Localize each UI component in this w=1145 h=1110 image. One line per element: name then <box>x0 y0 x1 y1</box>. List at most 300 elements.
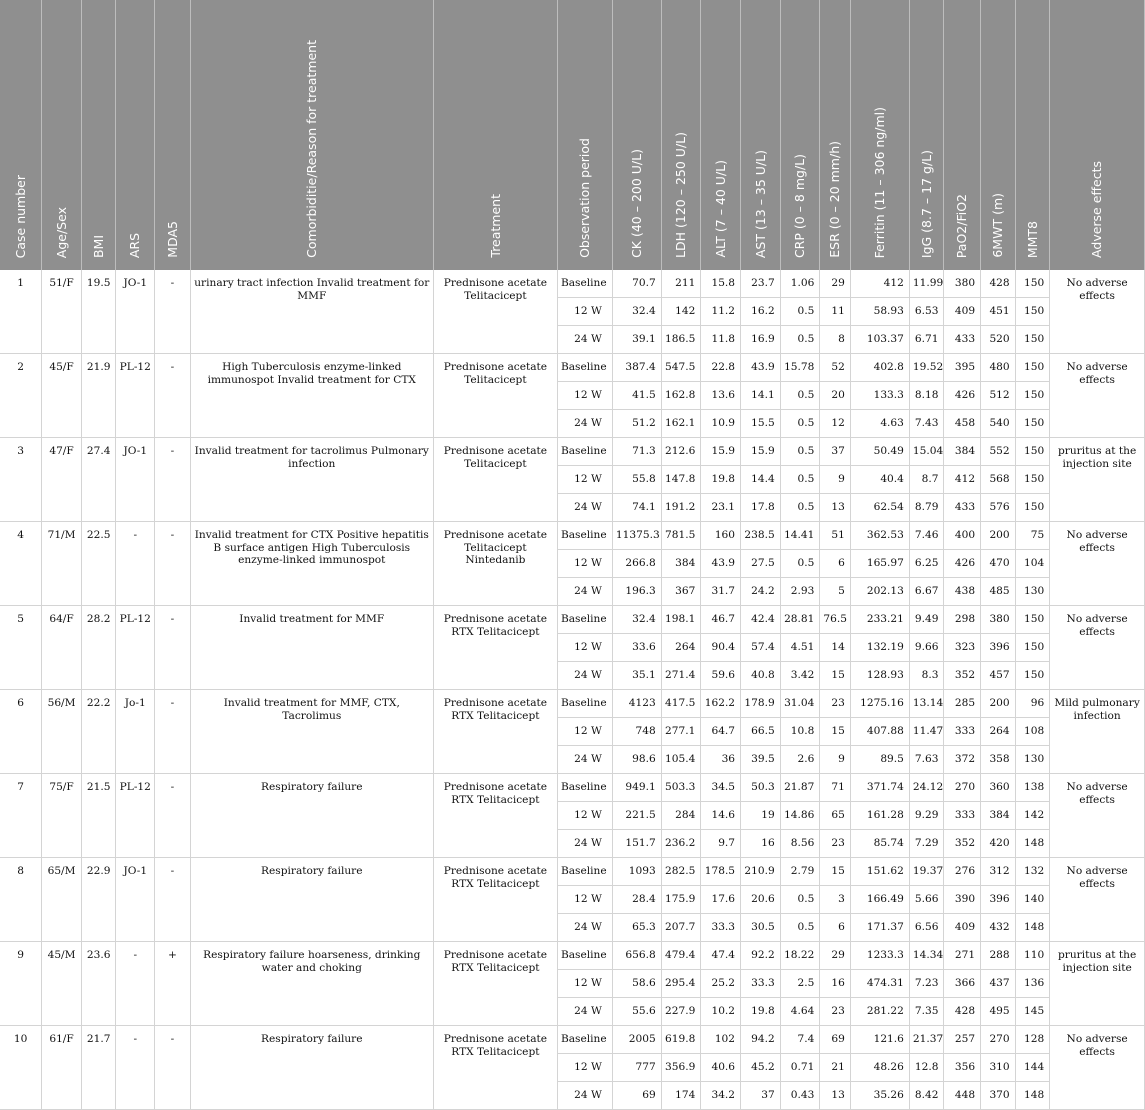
lab-value-cell: 15 <box>820 718 851 746</box>
bmi-cell: 22.9 <box>81 858 116 942</box>
lab-value-cell: 8.3 <box>909 662 944 690</box>
observation-period-cell: 24 W <box>557 914 612 942</box>
lab-value-cell: 448 <box>944 1082 981 1110</box>
header-row <box>0 0 1145 270</box>
column-header <box>116 0 155 270</box>
column-header-label: ESR (0 – 20 mm/h) <box>827 141 843 258</box>
lab-value-cell: 5 <box>820 578 851 606</box>
column-header-label: Comorbiditie/Reason for treatment <box>303 40 319 258</box>
bmi-cell: 19.5 <box>81 270 116 354</box>
lab-value-cell: 35.1 <box>612 662 661 690</box>
lab-value-cell: 15 <box>820 858 851 886</box>
lab-value-cell: 6.67 <box>909 578 944 606</box>
lab-value-cell: 148 <box>1015 830 1050 858</box>
lab-value-cell: 52 <box>820 354 851 382</box>
lab-value-cell: 40.4 <box>850 466 909 494</box>
lab-value-cell: 547.5 <box>661 354 701 382</box>
lab-value-cell: 238.5 <box>741 522 781 550</box>
observation-period-cell: Baseline <box>557 942 612 970</box>
lab-value-cell: 162.2 <box>701 690 741 718</box>
lab-value-cell: 323 <box>944 634 981 662</box>
lab-value-cell: 65 <box>820 802 851 830</box>
lab-value-cell: 16 <box>741 830 781 858</box>
lab-value-cell: 0.5 <box>780 298 820 326</box>
lab-value-cell: 21 <box>820 1054 851 1082</box>
lab-value-cell: 949.1 <box>612 774 661 802</box>
observation-period-cell: 24 W <box>557 326 612 354</box>
lab-value-cell: 400 <box>944 522 981 550</box>
lab-value-cell: 9 <box>820 746 851 774</box>
lab-value-cell: 15.04 <box>909 438 944 466</box>
column-header <box>155 0 191 270</box>
lab-value-cell: 2.93 <box>780 578 820 606</box>
lab-value-cell: 29 <box>820 270 851 298</box>
lab-value-cell: 540 <box>981 410 1016 438</box>
treatment-cell: Prednisone acetate RTX Telitacicept <box>433 774 557 858</box>
lab-value-cell: 412 <box>850 270 909 298</box>
lab-value-cell: 23.1 <box>701 494 741 522</box>
lab-value-cell: 371.74 <box>850 774 909 802</box>
lab-value-cell: 34.5 <box>701 774 741 802</box>
lab-value-cell: 150 <box>1015 606 1050 634</box>
lab-value-cell: 281.22 <box>850 998 909 1026</box>
lab-value-cell: 28.4 <box>612 886 661 914</box>
age-sex-cell: 64/F <box>42 606 82 690</box>
lab-value-cell: 428 <box>944 998 981 1026</box>
bmi-cell: 23.6 <box>81 942 116 1026</box>
lab-value-cell: 458 <box>944 410 981 438</box>
observation-period-cell: 12 W <box>557 382 612 410</box>
lab-value-cell: 20.6 <box>741 886 781 914</box>
lab-value-cell: 150 <box>1015 466 1050 494</box>
column-header <box>190 0 433 270</box>
lab-value-cell: 298 <box>944 606 981 634</box>
observation-period-cell: 24 W <box>557 830 612 858</box>
lab-value-cell: 4.64 <box>780 998 820 1026</box>
lab-value-cell: 65.3 <box>612 914 661 942</box>
lab-value-cell: 8.56 <box>780 830 820 858</box>
observation-period-cell: 24 W <box>557 410 612 438</box>
lab-value-cell: 39.1 <box>612 326 661 354</box>
lab-value-cell: 11.8 <box>701 326 741 354</box>
column-header <box>820 0 851 270</box>
lab-value-cell: 130 <box>1015 578 1050 606</box>
lab-value-cell: 151.7 <box>612 830 661 858</box>
lab-value-cell: 148 <box>1015 1082 1050 1110</box>
lab-value-cell: 178.9 <box>741 690 781 718</box>
lab-value-cell: 6.53 <box>909 298 944 326</box>
lab-value-cell: 480 <box>981 354 1016 382</box>
lab-value-cell: 9.7 <box>701 830 741 858</box>
lab-value-cell: 426 <box>944 382 981 410</box>
lab-value-cell: 433 <box>944 494 981 522</box>
lab-value-cell: 11 <box>820 298 851 326</box>
lab-value-cell: 0.5 <box>780 326 820 354</box>
lab-value-cell: 23 <box>820 830 851 858</box>
table-row <box>0 774 1145 802</box>
table-row <box>0 354 1145 382</box>
lab-value-cell: 133.3 <box>850 382 909 410</box>
lab-value-cell: 29 <box>820 942 851 970</box>
age-sex-cell: 65/M <box>42 858 82 942</box>
lab-value-cell: 485 <box>981 578 1016 606</box>
table-row <box>0 690 1145 718</box>
lab-value-cell: 186.5 <box>661 326 701 354</box>
lab-value-cell: 33.6 <box>612 634 661 662</box>
adverse-effects-cell: No adverse effects <box>1050 1026 1145 1110</box>
lab-value-cell: 150 <box>1015 634 1050 662</box>
lab-value-cell: 0.5 <box>780 494 820 522</box>
case-number-cell: 6 <box>0 690 42 774</box>
adverse-effects-cell: pruritus at the injection site <box>1050 942 1145 1026</box>
adverse-effects-cell: No adverse effects <box>1050 522 1145 606</box>
comorbidity-reason-cell: Respiratory failure <box>190 1026 433 1110</box>
table-row <box>0 1026 1145 1054</box>
lab-value-cell: 147.8 <box>661 466 701 494</box>
lab-value-cell: 45.2 <box>741 1054 781 1082</box>
lab-value-cell: 15.5 <box>741 410 781 438</box>
lab-value-cell: 23 <box>820 998 851 1026</box>
column-header-label: BMI <box>90 234 106 258</box>
lab-value-cell: 270 <box>981 1026 1016 1054</box>
lab-value-cell: 11.47 <box>909 718 944 746</box>
comorbidity-reason-cell: Invalid treatment for MMF, CTX, Tacrolimus <box>190 690 433 774</box>
lab-value-cell: 71 <box>820 774 851 802</box>
lab-value-cell: 28.81 <box>780 606 820 634</box>
lab-value-cell: 1233.3 <box>850 942 909 970</box>
case-number-cell: 3 <box>0 438 42 522</box>
age-sex-cell: 56/M <box>42 690 82 774</box>
observation-period-cell: 12 W <box>557 466 612 494</box>
table-row <box>0 606 1145 634</box>
case-number-cell: 8 <box>0 858 42 942</box>
column-header-label: CRP (0 – 8 mg/L) <box>792 153 808 258</box>
lab-value-cell: 781.5 <box>661 522 701 550</box>
table-row <box>0 438 1145 466</box>
observation-period-cell: 24 W <box>557 578 612 606</box>
lab-value-cell: 14.6 <box>701 802 741 830</box>
observation-period-cell: 12 W <box>557 550 612 578</box>
lab-value-cell: 17.6 <box>701 886 741 914</box>
lab-value-cell: 8.7 <box>909 466 944 494</box>
lab-value-cell: 396 <box>981 634 1016 662</box>
lab-value-cell: 10.8 <box>780 718 820 746</box>
lab-value-cell: 96 <box>1015 690 1050 718</box>
lab-value-cell: 11.99 <box>909 270 944 298</box>
lab-value-cell: 358 <box>981 746 1016 774</box>
lab-value-cell: 14.41 <box>780 522 820 550</box>
lab-value-cell: 178.5 <box>701 858 741 886</box>
lab-value-cell: 503.3 <box>661 774 701 802</box>
lab-value-cell: 0.5 <box>780 438 820 466</box>
lab-value-cell: 59.6 <box>701 662 741 690</box>
lab-value-cell: 257 <box>944 1026 981 1054</box>
lab-value-cell: 7.29 <box>909 830 944 858</box>
lab-value-cell: 12 <box>820 410 851 438</box>
mda5-cell: - <box>155 774 191 858</box>
lab-value-cell: 8 <box>820 326 851 354</box>
lab-value-cell: 367 <box>661 578 701 606</box>
lab-value-cell: 457 <box>981 662 1016 690</box>
lab-value-cell: 200 <box>981 522 1016 550</box>
column-header-label: CK (40 – 200 U/L) <box>628 149 644 258</box>
lab-value-cell: 39.5 <box>741 746 781 774</box>
lab-value-cell: 9.29 <box>909 802 944 830</box>
column-header-label: MDA5 <box>164 221 180 258</box>
lab-value-cell: 145 <box>1015 998 1050 1026</box>
lab-value-cell: 69 <box>820 1026 851 1054</box>
ars-cell: PL-12 <box>116 774 155 858</box>
table-header <box>0 0 1145 270</box>
lab-value-cell: 24.2 <box>741 578 781 606</box>
lab-value-cell: 1275.16 <box>850 690 909 718</box>
lab-value-cell: 46.7 <box>701 606 741 634</box>
lab-value-cell: 0.5 <box>780 410 820 438</box>
column-header-label: PaO2/FiO2 <box>954 193 970 258</box>
lab-value-cell: 55.8 <box>612 466 661 494</box>
lab-value-cell: 14.1 <box>741 382 781 410</box>
observation-period-cell: Baseline <box>557 690 612 718</box>
lab-value-cell: 656.8 <box>612 942 661 970</box>
ars-cell: - <box>116 522 155 606</box>
observation-period-cell: 24 W <box>557 662 612 690</box>
lab-value-cell: 144 <box>1015 1054 1050 1082</box>
lab-value-cell: 495 <box>981 998 1016 1026</box>
column-header <box>661 0 701 270</box>
lab-value-cell: 191.2 <box>661 494 701 522</box>
lab-value-cell: 103.37 <box>850 326 909 354</box>
lab-value-cell: 70.7 <box>612 270 661 298</box>
lab-value-cell: 40.6 <box>701 1054 741 1082</box>
lab-value-cell: 0.71 <box>780 1054 820 1082</box>
lab-value-cell: 407.88 <box>850 718 909 746</box>
mda5-cell: - <box>155 606 191 690</box>
age-sex-cell: 45/M <box>42 942 82 1026</box>
observation-period-cell: 24 W <box>557 998 612 1026</box>
observation-period-cell: 12 W <box>557 886 612 914</box>
observation-period-cell: 24 W <box>557 746 612 774</box>
comorbidity-reason-cell: Respiratory failure <box>190 774 433 858</box>
lab-value-cell: 8.79 <box>909 494 944 522</box>
bmi-cell: 22.2 <box>81 690 116 774</box>
lab-value-cell: 62.54 <box>850 494 909 522</box>
age-sex-cell: 71/M <box>42 522 82 606</box>
lab-value-cell: 370 <box>981 1082 1016 1110</box>
lab-value-cell: 0.5 <box>780 382 820 410</box>
lab-value-cell: 236.2 <box>661 830 701 858</box>
lab-value-cell: 512 <box>981 382 1016 410</box>
mda5-cell: - <box>155 354 191 438</box>
lab-value-cell: 20 <box>820 382 851 410</box>
lab-value-cell: 37 <box>820 438 851 466</box>
observation-period-cell: 12 W <box>557 298 612 326</box>
column-header-label: Adverse effects <box>1089 161 1105 258</box>
lab-value-cell: 0.5 <box>780 550 820 578</box>
lab-value-cell: 11.2 <box>701 298 741 326</box>
lab-value-cell: 171.37 <box>850 914 909 942</box>
lab-value-cell: 202.13 <box>850 578 909 606</box>
lab-value-cell: 33.3 <box>701 914 741 942</box>
bmi-cell: 21.9 <box>81 354 116 438</box>
case-number-cell: 5 <box>0 606 42 690</box>
lab-value-cell: 17.8 <box>741 494 781 522</box>
lab-value-cell: 409 <box>944 914 981 942</box>
lab-value-cell: 748 <box>612 718 661 746</box>
lab-value-cell: 175.9 <box>661 886 701 914</box>
lab-value-cell: 16.9 <box>741 326 781 354</box>
observation-period-cell: Baseline <box>557 270 612 298</box>
lab-value-cell: 552 <box>981 438 1016 466</box>
lab-value-cell: 75 <box>1015 522 1050 550</box>
column-header <box>909 0 944 270</box>
comorbidity-reason-cell: Invalid treatment for tacrolimus Pulmonary infection <box>190 438 433 522</box>
bmi-cell: 27.4 <box>81 438 116 522</box>
lab-value-cell: 13.6 <box>701 382 741 410</box>
lab-value-cell: 360 <box>981 774 1016 802</box>
treatment-cell: Prednisone acetate Telitacicept <box>433 438 557 522</box>
lab-value-cell: 417.5 <box>661 690 701 718</box>
lab-value-cell: 132.19 <box>850 634 909 662</box>
lab-value-cell: 384 <box>661 550 701 578</box>
lab-value-cell: 9.66 <box>909 634 944 662</box>
lab-value-cell: 13.14 <box>909 690 944 718</box>
lab-value-cell: 19.52 <box>909 354 944 382</box>
column-header-label: ALT (7 – 40 U/L) <box>712 160 728 258</box>
lab-value-cell: 437 <box>981 970 1016 998</box>
lab-value-cell: 196.3 <box>612 578 661 606</box>
age-sex-cell: 51/F <box>42 270 82 354</box>
lab-value-cell: 380 <box>981 606 1016 634</box>
bmi-cell: 22.5 <box>81 522 116 606</box>
lab-value-cell: 166.49 <box>850 886 909 914</box>
lab-value-cell: 19.8 <box>701 466 741 494</box>
lab-value-cell: 14.34 <box>909 942 944 970</box>
observation-period-cell: Baseline <box>557 774 612 802</box>
case-number-cell: 2 <box>0 354 42 438</box>
lab-value-cell: 210.9 <box>741 858 781 886</box>
lab-value-cell: 352 <box>944 662 981 690</box>
observation-period-cell: 12 W <box>557 634 612 662</box>
lab-value-cell: 7.4 <box>780 1026 820 1054</box>
lab-value-cell: 14.4 <box>741 466 781 494</box>
lab-value-cell: 432 <box>981 914 1016 942</box>
treatment-cell: Prednisone acetate RTX Telitacicept <box>433 1026 557 1110</box>
ars-cell: JO-1 <box>116 858 155 942</box>
lab-value-cell: 19.8 <box>741 998 781 1026</box>
case-number-cell: 1 <box>0 270 42 354</box>
column-header-label: Age/Sex <box>53 206 69 258</box>
lab-value-cell: 333 <box>944 802 981 830</box>
lab-value-cell: 110 <box>1015 942 1050 970</box>
lab-value-cell: 104 <box>1015 550 1050 578</box>
lab-value-cell: 16 <box>820 970 851 998</box>
lab-value-cell: 1093 <box>612 858 661 886</box>
lab-value-cell: 0.5 <box>780 914 820 942</box>
lab-value-cell: 271.4 <box>661 662 701 690</box>
lab-value-cell: 50.49 <box>850 438 909 466</box>
lab-value-cell: 64.7 <box>701 718 741 746</box>
column-header <box>701 0 741 270</box>
lab-value-cell: 128.93 <box>850 662 909 690</box>
lab-value-cell: 162.8 <box>661 382 701 410</box>
age-sex-cell: 45/F <box>42 354 82 438</box>
lab-value-cell: 19.37 <box>909 858 944 886</box>
lab-value-cell: 14.86 <box>780 802 820 830</box>
lab-value-cell: 264 <box>981 718 1016 746</box>
mda5-cell: - <box>155 438 191 522</box>
lab-value-cell: 162.1 <box>661 410 701 438</box>
lab-value-cell: 15.78 <box>780 354 820 382</box>
lab-value-cell: 8.18 <box>909 382 944 410</box>
lab-value-cell: 384 <box>944 438 981 466</box>
lab-value-cell: 31.7 <box>701 578 741 606</box>
ars-cell: - <box>116 1026 155 1110</box>
lab-value-cell: 132 <box>1015 858 1050 886</box>
lab-value-cell: 207.7 <box>661 914 701 942</box>
lab-value-cell: 13 <box>820 1082 851 1110</box>
lab-value-cell: 479.4 <box>661 942 701 970</box>
table-row <box>0 858 1145 886</box>
lab-value-cell: 150 <box>1015 662 1050 690</box>
column-header-label: Treatment <box>487 194 503 258</box>
age-sex-cell: 61/F <box>42 1026 82 1110</box>
lab-value-cell: 412 <box>944 466 981 494</box>
lab-value-cell: 47.4 <box>701 942 741 970</box>
ars-cell: JO-1 <box>116 270 155 354</box>
lab-value-cell: 14 <box>820 634 851 662</box>
column-header <box>944 0 981 270</box>
lab-value-cell: 121.6 <box>850 1026 909 1054</box>
ars-cell: JO-1 <box>116 438 155 522</box>
mda5-cell: - <box>155 858 191 942</box>
lab-value-cell: 264 <box>661 634 701 662</box>
adverse-effects-cell: No adverse effects <box>1050 774 1145 858</box>
lab-value-cell: 1.06 <box>780 270 820 298</box>
lab-value-cell: 37 <box>741 1082 781 1110</box>
ars-cell: PL-12 <box>116 354 155 438</box>
lab-value-cell: 69 <box>612 1082 661 1110</box>
adverse-effects-cell: No adverse effects <box>1050 354 1145 438</box>
lab-value-cell: 140 <box>1015 886 1050 914</box>
lab-value-cell: 15.9 <box>741 438 781 466</box>
lab-value-cell: 35.26 <box>850 1082 909 1110</box>
lab-value-cell: 7.63 <box>909 746 944 774</box>
observation-period-cell: Baseline <box>557 858 612 886</box>
column-header-label: LDH (120 – 250 U/L) <box>673 132 689 258</box>
lab-value-cell: 10.9 <box>701 410 741 438</box>
lab-value-cell: 85.74 <box>850 830 909 858</box>
lab-value-cell: 9 <box>820 466 851 494</box>
column-header <box>557 0 612 270</box>
lab-value-cell: 6 <box>820 550 851 578</box>
observation-period-cell: 12 W <box>557 718 612 746</box>
lab-value-cell: 7.35 <box>909 998 944 1026</box>
lab-value-cell: 150 <box>1015 382 1050 410</box>
table-row <box>0 522 1145 550</box>
lab-value-cell: 57.4 <box>741 634 781 662</box>
lab-value-cell: 36 <box>701 746 741 774</box>
lab-value-cell: 402.8 <box>850 354 909 382</box>
observation-period-cell: Baseline <box>557 1026 612 1054</box>
treatment-cell: Prednisone acetate Telitacicept <box>433 270 557 354</box>
lab-value-cell: 285 <box>944 690 981 718</box>
lab-value-cell: 288 <box>981 942 1016 970</box>
mda5-cell: - <box>155 1026 191 1110</box>
lab-value-cell: 13 <box>820 494 851 522</box>
lab-value-cell: 221.5 <box>612 802 661 830</box>
lab-value-cell: 22.8 <box>701 354 741 382</box>
lab-value-cell: 451 <box>981 298 1016 326</box>
